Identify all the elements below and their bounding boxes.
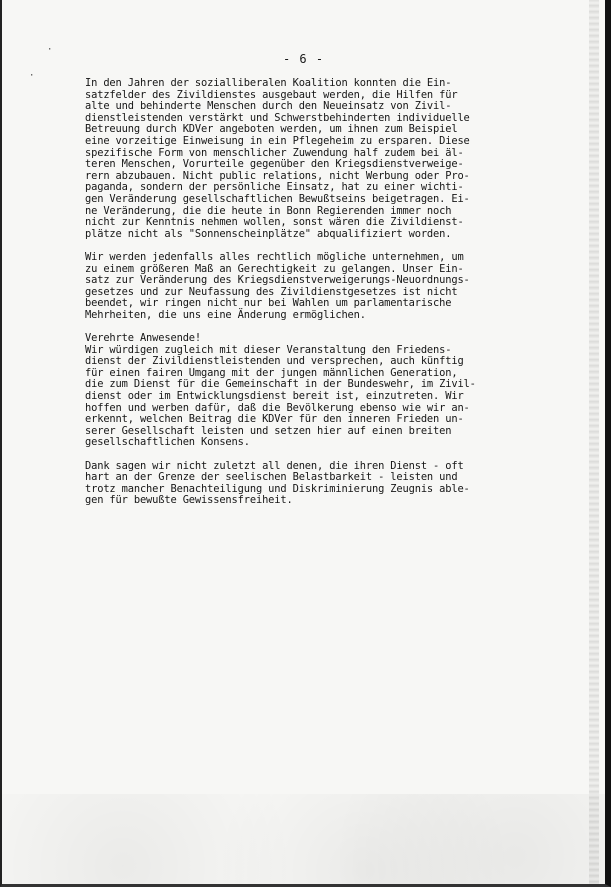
scan-noise bbox=[2, 794, 605, 884]
text-line: Betreuung durch KDVer angeboten werden, um ihnen zum Beispiel bbox=[85, 123, 458, 136]
text-line: für einen fairen Umgang mit der jungen männlichen Generation, bbox=[85, 366, 458, 379]
text-line: In den Jahren der sozialliberalen Koalition konnten die Ein- bbox=[85, 77, 452, 89]
text-line: rern abzubauen. Nicht public relations, nicht Werbung oder Pro- bbox=[85, 169, 470, 182]
text-line: eine vorzeitige Einweisung in ein Pflegeheim zu ersparen. Diese bbox=[85, 134, 470, 147]
text-line: erkennt, welchen Beitrag die KDVer für den inneren Frieden un- bbox=[85, 413, 464, 426]
text-line: hart an der Grenze der seelischen Belastbarkeit - leisten und bbox=[85, 471, 458, 484]
text-line: gen Veränderung gesellschaftlichen Bewußtseins beigetragen. Ei- bbox=[85, 192, 470, 205]
text-line: ne Veränderung, die die heute in Bonn Regierenden immer noch bbox=[85, 204, 452, 217]
scan-speck: · bbox=[29, 71, 35, 81]
text-line: serer Gesellschaft leisten und setzen hier auf einen breiten bbox=[85, 424, 452, 437]
text-line: dienst der Zivildienstleistenden und versprechen, auch künftig bbox=[85, 355, 464, 368]
text-line: zu einem größeren Maß an Gerechtigkeit zu gelangen. Unser Ein- bbox=[85, 262, 464, 275]
text-line: satzfelder des Zivildienstes ausgebaut werden, die Hilfen für bbox=[85, 88, 458, 101]
page-number: - 6 - bbox=[282, 52, 325, 66]
text-line: Wir würdigen zugleich mit dieser Veranstaltung den Friedens- bbox=[85, 343, 452, 356]
text-line: Mehrheiten, die uns eine Änderung ermöglichen. bbox=[85, 308, 366, 321]
paragraph bbox=[85, 252, 530, 322]
text-line: Dank sagen wir nicht zuletzt all denen, die ihren Dienst - oft bbox=[85, 459, 464, 472]
text-line: Verehrte Anwesende! bbox=[85, 332, 202, 345]
paragraph bbox=[85, 78, 530, 240]
text-line: teren Menschen, Vorurteile gegenüber den Kriegsdienstverweige- bbox=[85, 158, 464, 171]
scan-edge-shadow bbox=[589, 0, 599, 884]
text-line: beendet, wir ringen nicht nur bei Wahlen um parlamentarische bbox=[85, 297, 452, 310]
text-line: paganda, sondern der persönliche Einsatz, hat zu einer wichti- bbox=[85, 181, 464, 194]
text-line: alte und behinderte Menschen durch den Neueinsatz von Zivil- bbox=[85, 100, 452, 113]
text-line: gen für bewußte Gewissensfreiheit. bbox=[85, 494, 293, 507]
text-line: satz zur Veränderung des Kriegsdienstverweigerungs-Neuordnungs- bbox=[85, 274, 470, 287]
text-line: nicht zur Kenntnis nehmen wollen, sonst wären die Zivildienst- bbox=[85, 216, 464, 229]
text-line: die zum Dienst für die Gemeinschaft in der Bundeswehr, im Zivil- bbox=[85, 378, 476, 391]
text-line: dienst oder im Entwicklungsdienst bereit ist, einzutreten. Wir bbox=[85, 390, 464, 403]
text-line: gesellschaftlichen Konsens. bbox=[85, 436, 250, 449]
paragraph bbox=[85, 461, 530, 507]
scan-speck: · bbox=[47, 45, 53, 55]
text-line: Wir werden jedenfalls alles rechtlich mögliche unternehmen, um bbox=[85, 250, 464, 263]
text-line: hoffen und werben dafür, daß die Bevölkerung ebenso wie wir an- bbox=[85, 401, 470, 414]
text-line: trotz mancher Benachteiligung und Diskriminierung Zeugnis able- bbox=[85, 482, 470, 495]
paragraph bbox=[85, 333, 530, 449]
letter-body bbox=[85, 78, 530, 519]
text-line: dienstleistenden verstärkt und Schwerstbehinderten individuelle bbox=[85, 111, 470, 124]
text-line: gesetzes und zur Neufassung des Zivildienstgesetzes ist nicht bbox=[85, 285, 458, 298]
text-line: plätze nicht als "Sonnenscheinplätze" abqualifiziert worden. bbox=[85, 227, 452, 240]
text-line: spezifische Form von menschlicher Zuwendung half zudem bei äl- bbox=[85, 146, 464, 159]
